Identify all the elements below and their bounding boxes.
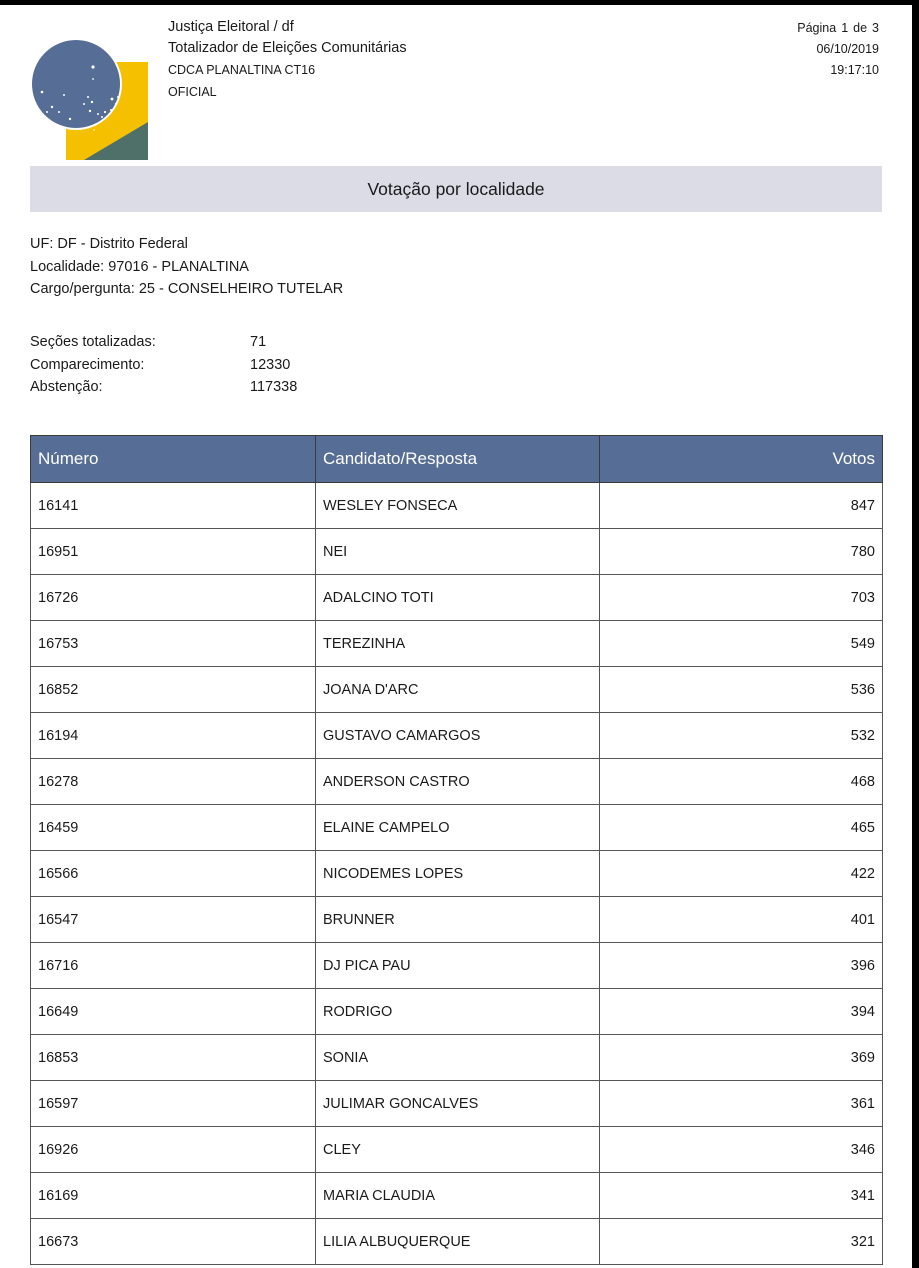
- cell-numero: 16278: [31, 759, 316, 805]
- cell-numero: 16597: [31, 1081, 316, 1127]
- report-info: [30, 233, 343, 301]
- cell-candidato: MARIA CLAUDIA: [316, 1173, 600, 1219]
- table-row: [31, 805, 883, 851]
- report-page: [0, 5, 912, 1268]
- cell-candidato: JULIMAR GONCALVES: [316, 1081, 600, 1127]
- table-row: [31, 575, 883, 621]
- cell-numero: 16951: [31, 529, 316, 575]
- stat-label: Seções totalizadas:: [30, 334, 156, 350]
- result-status: OFICIAL: [168, 85, 217, 99]
- cell-votos: 465: [600, 805, 883, 851]
- cell-numero: 16716: [31, 943, 316, 989]
- cell-candidato: ELAINE CAMPELO: [316, 805, 600, 851]
- org-name: Justiça Eleitoral / df: [168, 19, 294, 35]
- cell-candidato: NEI: [316, 529, 600, 575]
- page-current: 1: [841, 21, 849, 35]
- cell-candidato: BRUNNER: [316, 897, 600, 943]
- table-row: [31, 851, 883, 897]
- tse-logo-icon: [32, 22, 148, 160]
- cell-votos: 401: [600, 897, 883, 943]
- table-body: [31, 483, 883, 1265]
- cell-votos: 346: [600, 1127, 883, 1173]
- report-time: 19:17:10: [830, 63, 879, 77]
- column-header-votos: Votos: [600, 436, 883, 483]
- cell-candidato: SONIA: [316, 1035, 600, 1081]
- cell-numero: 16547: [31, 897, 316, 943]
- report-stats: [30, 331, 297, 399]
- logo-circle: [32, 39, 121, 129]
- table-row: [31, 759, 883, 805]
- cell-numero: 16141: [31, 483, 316, 529]
- cell-numero: 16194: [31, 713, 316, 759]
- info-uf: UF: DF - Distrito Federal: [30, 236, 188, 252]
- report-header-left: [168, 17, 407, 103]
- cell-numero: 16926: [31, 1127, 316, 1173]
- report-header-right: [792, 18, 879, 81]
- table-row: [31, 1219, 883, 1265]
- table-row: [31, 1173, 883, 1219]
- stat-label: Abstenção:: [30, 379, 103, 395]
- table-row: [31, 897, 883, 943]
- cell-candidato: CLEY: [316, 1127, 600, 1173]
- table-row: [31, 1127, 883, 1173]
- cell-votos: 394: [600, 989, 883, 1035]
- table-row: [31, 943, 883, 989]
- table-header-row: [31, 436, 883, 483]
- cell-candidato: JOANA D'ARC: [316, 667, 600, 713]
- cell-numero: 16726: [31, 575, 316, 621]
- cell-candidato: DJ PICA PAU: [316, 943, 600, 989]
- stat-value: 12330: [250, 356, 291, 373]
- cell-votos: 468: [600, 759, 883, 805]
- stat-row: [30, 331, 297, 354]
- cell-votos: 703: [600, 575, 883, 621]
- cell-votos: 321: [600, 1219, 883, 1265]
- cell-numero: 16649: [31, 989, 316, 1035]
- cell-candidato: GUSTAVO CAMARGOS: [316, 713, 600, 759]
- table-row: [31, 1035, 883, 1081]
- cell-candidato: TEREZINHA: [316, 621, 600, 667]
- table-row: [31, 1081, 883, 1127]
- cell-votos: 396: [600, 943, 883, 989]
- page-total: 3: [872, 21, 879, 35]
- cell-numero: 16673: [31, 1219, 316, 1265]
- column-header-numero: Número: [31, 436, 316, 483]
- stat-value: 117338: [250, 379, 298, 395]
- report-title: Votação por localidade: [30, 166, 882, 212]
- results-table: [30, 435, 883, 1265]
- cell-candidato: RODRIGO: [316, 989, 600, 1035]
- system-name: Totalizador de Eleições Comunitárias: [168, 40, 407, 56]
- cell-votos: 341: [600, 1173, 883, 1219]
- cell-numero: 16459: [31, 805, 316, 851]
- page-label: Página: [797, 21, 837, 35]
- location-code: CDCA PLANALTINA CT16: [168, 63, 316, 77]
- stat-label: Comparecimento:: [30, 356, 145, 373]
- table-row: [31, 713, 883, 759]
- cell-candidato: LILIA ALBUQUERQUE: [316, 1219, 600, 1265]
- stat-value: 71: [250, 334, 267, 350]
- cell-numero: 16852: [31, 667, 316, 713]
- cell-votos: 780: [600, 529, 883, 575]
- cell-votos: 369: [600, 1035, 883, 1081]
- cell-numero: 16169: [31, 1173, 316, 1219]
- cell-votos: 361: [600, 1081, 883, 1127]
- cell-candidato: WESLEY FONSECA: [316, 483, 600, 529]
- stat-row: [30, 376, 297, 399]
- report-date: 06/10/2019: [816, 42, 879, 56]
- table-row: [31, 989, 883, 1035]
- cell-votos: 847: [600, 483, 883, 529]
- info-localidade: Localidade: 97016 - PLANALTINA: [30, 258, 249, 275]
- column-header-candidato: Candidato/Resposta: [316, 436, 600, 483]
- cell-candidato: ADALCINO TOTI: [316, 575, 600, 621]
- cell-numero: 16753: [31, 621, 316, 667]
- cell-votos: 549: [600, 621, 883, 667]
- cell-votos: 422: [600, 851, 883, 897]
- table-row: [31, 621, 883, 667]
- cell-votos: 536: [600, 667, 883, 713]
- table-row: [31, 667, 883, 713]
- cell-numero: 16853: [31, 1035, 316, 1081]
- page-of: de: [853, 21, 868, 35]
- cell-candidato: NICODEMES LOPES: [316, 851, 600, 897]
- cell-candidato: ANDERSON CASTRO: [316, 759, 600, 805]
- cell-votos: 532: [600, 713, 883, 759]
- table-row: [31, 483, 883, 529]
- page-indicator: [792, 18, 879, 39]
- stat-row: [30, 354, 297, 377]
- cell-numero: 16566: [31, 851, 316, 897]
- table-row: [31, 529, 883, 575]
- info-cargo: Cargo/pergunta: 25 - CONSELHEIRO TUTELAR: [30, 281, 344, 297]
